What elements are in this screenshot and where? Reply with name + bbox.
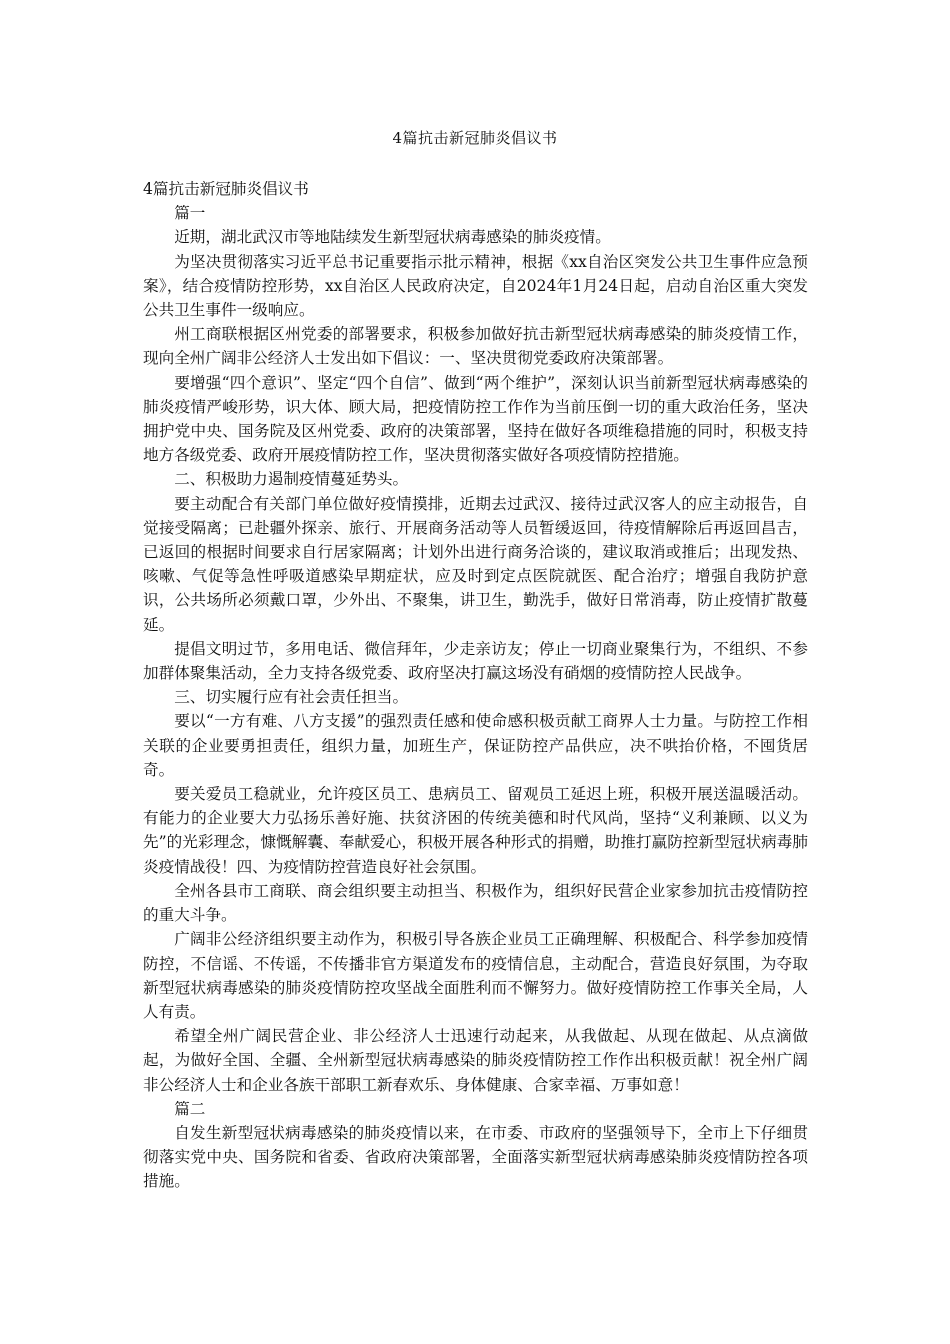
paragraph: 要增强“四个意识”、坚定“四个自信”、做到“两个维护”，深刻认识当前新型冠状病毒感染的肺炎疫情严峻形势，识大体、顾大局，把疫情防控工作作为当前压倒一切的重大政治任务，坚决拥护党中央、国务院及区州党委、政府的决策部署，坚持在做好各项维稳措施的同时，积极支持地方各级党委、政府开展疫情防控工作，坚决贯彻落实做好各项疫情防控措施。 <box>143 373 808 465</box>
paragraph: 要关爱员工稳就业，允许疫区员工、患病员工、留观员工延迟上班，积极开展送温暖活动。有能力的企业要大力弘扬乐善好施、扶贫济困的传统美德和时代风尚，坚持“义利兼顾、以义为先”的光彩理念，慷慨解囊、奉献爱心，积极开展各种形式的捐赠，助推打赢防控新型冠状病毒肺炎疫情战役！四、为疫情防控营造良好社会氛围。 <box>143 785 808 876</box>
paragraph: 自发生新型冠状病毒感染的肺炎疫情以来，在市委、市政府的坚强领导下，全市上下仔细贯彻落实党中央、国务院和省委、省政府决策部署，全面落实新型冠状病毒感染肺炎疫情防控各项措施。 <box>143 1123 808 1191</box>
document-body <box>143 177 808 1194</box>
paragraph: 要主动配合有关部门单位做好疫情摸排，近期去过武汉、接待过武汉客人的应主动报告，自觉接受隔离；已赴疆外探亲、旅行、开展商务活动等人员暂缓返回，待疫情解除后再返回昌吉，已返回的根据时间要求自行居家隔离；计划外出进行商务洽谈的，建议取消或推后；出现发热、咳嗽、气促等急性呼吸道感染早期症状，应及时到定点医院就医、配合治疗；增强自我防护意识，公共场所必须戴口罩，少外出、不聚集，讲卫生，勤洗手，做好日常消毒，防止疫情扩散蔓延。 <box>143 494 808 634</box>
paragraph: 4篇抗击新冠肺炎倡议书 <box>143 180 309 198</box>
paragraph: 为坚决贯彻落实习近平总书记重要指示批示精神，根据《xx自治区突发公共卫生事件应急预案》，结合疫情防控形势，xx自治区人民政府决定，自2024年1月24日起，启动自治区重大突发公共卫生事件一级响应。 <box>143 252 808 320</box>
paragraph: 希望全州广阔民营企业、非公经济人士迅速行动起来，从我做起、从现在做起、从点滴做起，为做好全国、全疆、全州新型冠状病毒感染的肺炎疫情防控工作作出积极贡献！祝全州广阔非公经济人士和企业各族干部职工新春欢乐、身体健康、合家幸福、万事如意！ <box>143 1027 808 1094</box>
paragraph: 提倡文明过节，多用电话、微信拜年，少走亲访友；停止一切商业聚集行为，不组织、不参加群体聚集活动，全力支持各级党委、政府坚决打赢这场没有硝烟的疫情防控人民战争。 <box>143 639 808 683</box>
paragraph: 三、切实履行应有社会责任担当。 <box>174 688 409 707</box>
paragraph: 全州各县市工商联、商会组织要主动担当、积极作为，组织好民营企业家参加抗击疫情防控的重大斗争。 <box>143 881 808 925</box>
paragraph: 近期，湖北武汉市等地陆续发生新型冠状病毒感染的肺炎疫情。 <box>174 228 611 247</box>
paragraph: 二、积极助力遏制疫情蔓延势头。 <box>174 470 409 489</box>
paragraph: 广阔非公经济组织要主动作为，积极引导各族企业员工正确理解、积极配合、科学参加疫情防控，不信谣、不传谣，不传播非官方渠道发布的疫情信息，主动配合，营造良好氛围，为夺取新型冠状病毒感染的肺炎疫情防控攻坚战全面胜利而不懈努力。做好疫情防控工作事关全局，人人有责。 <box>143 930 808 1021</box>
paragraph: 篇二 <box>174 1099 206 1118</box>
document-title: 4篇抗击新冠肺炎倡议书 <box>392 129 558 147</box>
paragraph: 要以“一方有难、八方支援”的强烈责任感和使命感积极贡献工商界人士力量。与防控工作相关联的企业要勇担责任，组织力量，加班生产，保证防控产品供应，决不哄抬价格，不囤货居奇。 <box>143 712 808 779</box>
paragraph: 州工商联根据区州党委的部署要求，积极参加做好抗击新型冠状病毒感染的肺炎疫情工作，现向全州广阔非公经济人士发出如下倡议：一、坚决贯彻党委政府决策部署。 <box>143 325 808 368</box>
paragraph: 篇一 <box>174 204 206 223</box>
